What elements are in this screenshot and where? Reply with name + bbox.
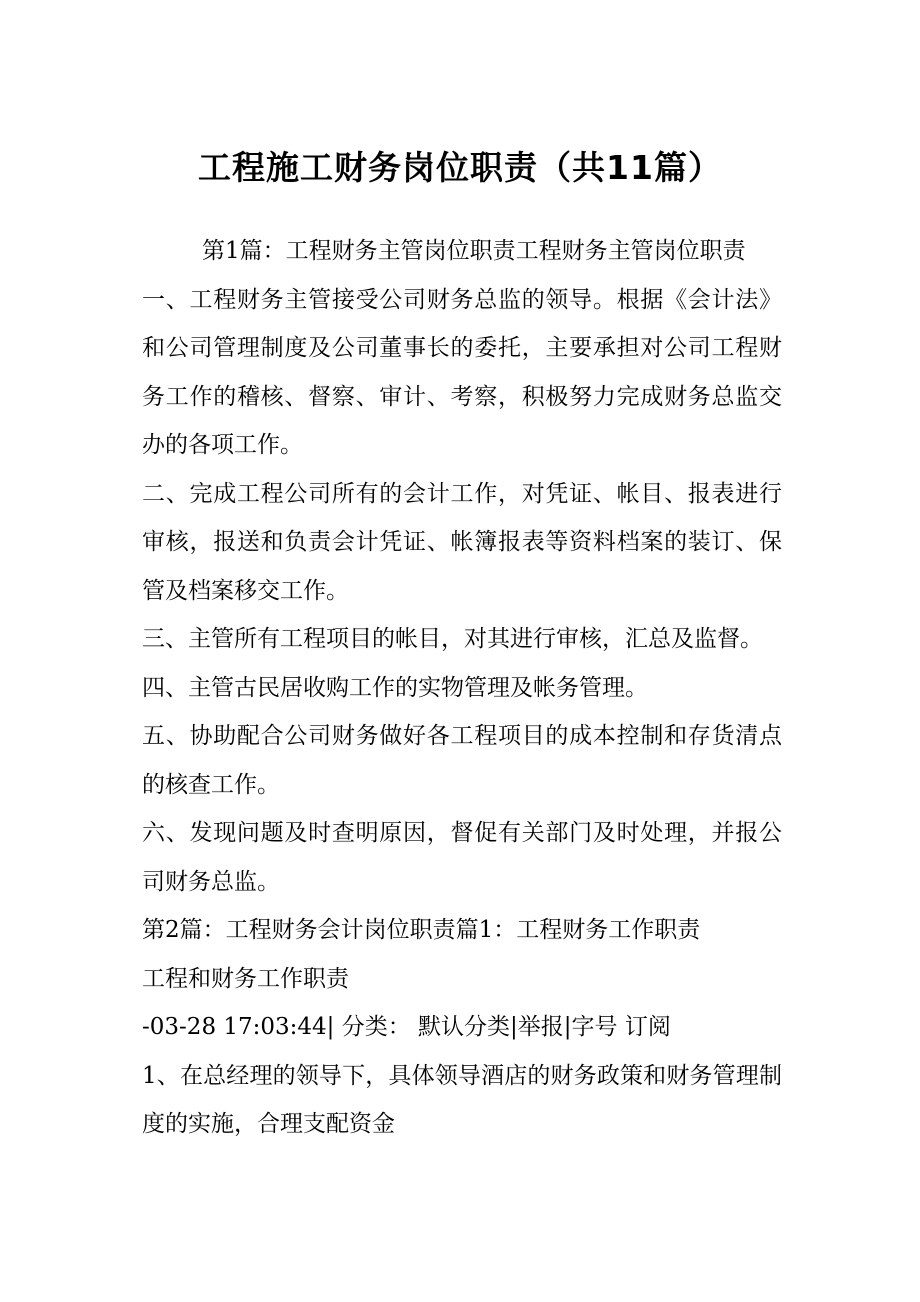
paragraph-item-3: 三、主管所有工程项目的帐目，对其进行审核，汇总及监督。 bbox=[142, 626, 763, 652]
paragraph-section-2-heading: 第2篇：工程财务会计岗位职责篇1：工程财务工作职责 bbox=[142, 917, 701, 943]
paragraph-item-2: 二、完成工程公司所有的会计工作，对凭证、帐目、报表进行审核，报送和负责会计凭证、帐簿报表等资料档案的装订、保管及档案移交工作。 bbox=[142, 480, 782, 604]
paragraph-item-1: 一、工程财务主管接受公司财务总监的领导。根据《会计法》和公司管理制度及公司董事长的委托，主要承担对公司工程财务工作的稽核、督察、审计、考察，积极努力完成财务总监交办的各项工作。 bbox=[142, 286, 782, 458]
document-body bbox=[142, 227, 782, 1149]
paragraph-meta-line: -03-28 17:03:44| 分类： 默认分类|举报|字号 订阅 bbox=[142, 1014, 671, 1040]
paragraph-item-1-sec2: 1、在总经理的领导下，具体领导酒店的财务政策和财务管理制度的实施，合理支配资金 bbox=[142, 1062, 782, 1137]
paragraph-section-1-heading: 第1篇：工程财务主管岗位职责工程财务主管岗位职责 bbox=[202, 238, 746, 264]
paragraph-item-4: 四、主管古民居收购工作的实物管理及帐务管理。 bbox=[142, 674, 648, 701]
document-title: 工程施工财务岗位职责（共11篇） bbox=[198, 148, 722, 187]
paragraph-subheading: 工程和财务工作职责 bbox=[142, 965, 349, 992]
paragraph-item-6: 六、发现问题及时查明原因，督促有关部门及时处理，并报公司财务总监。 bbox=[142, 820, 782, 895]
paragraph-item-5: 五、协助配合公司财务做好各工程项目的成本控制和存货清点的核查工作。 bbox=[142, 723, 782, 798]
